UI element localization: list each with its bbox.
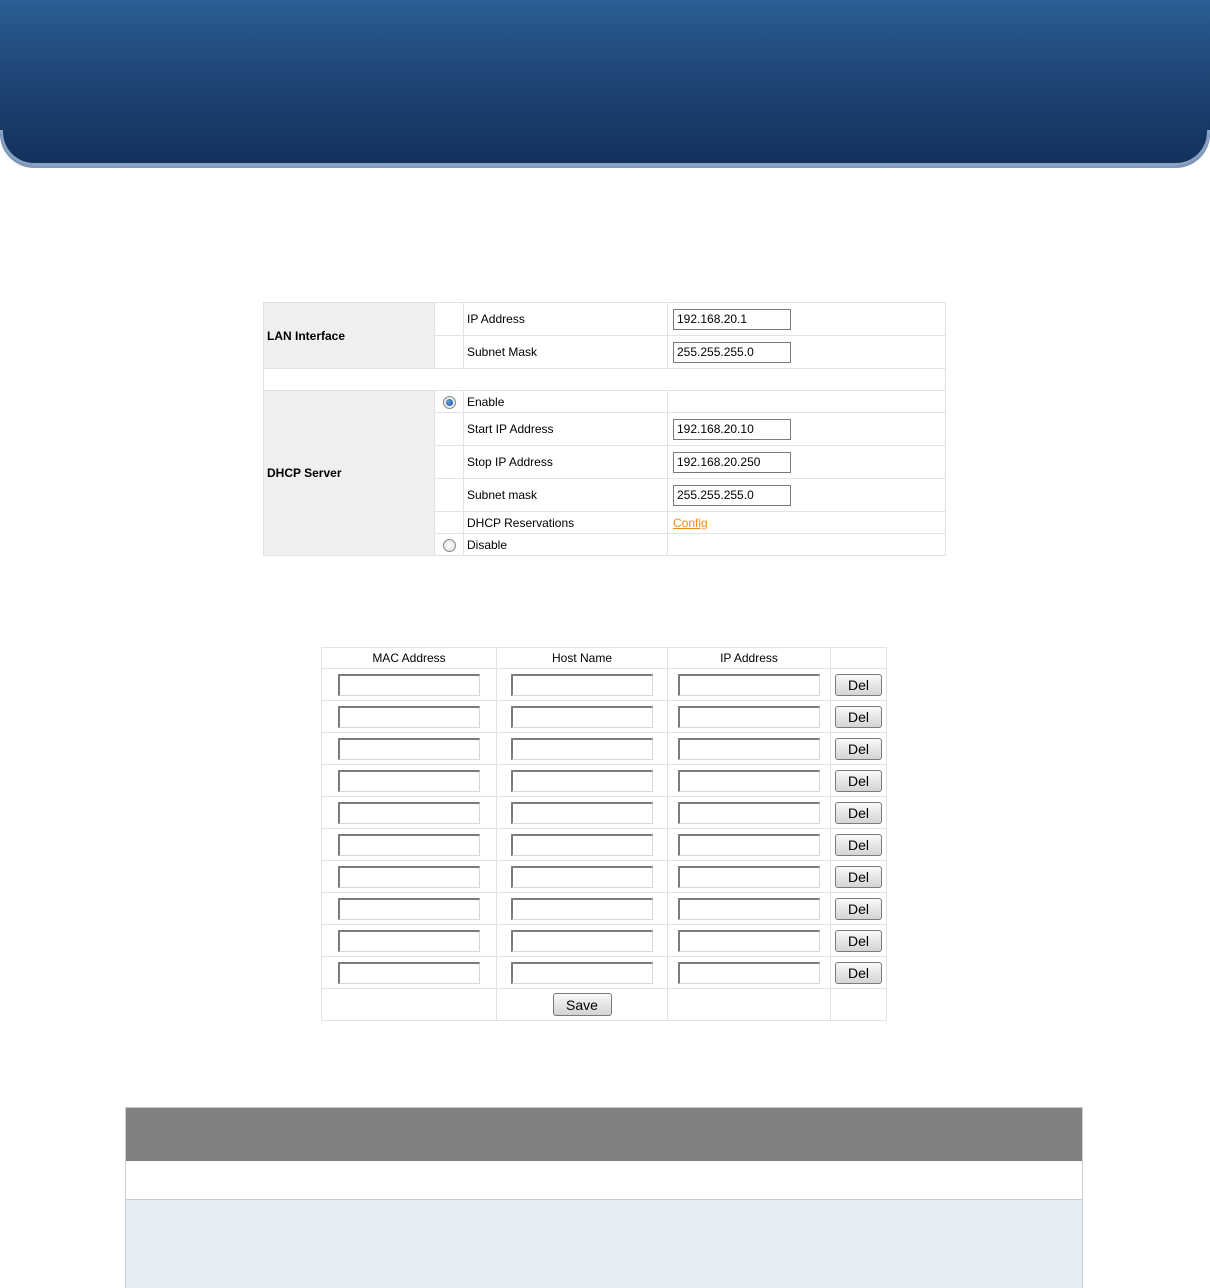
table-row: [322, 893, 887, 925]
host-input[interactable]: [511, 930, 653, 952]
dhcp-stop-label: Stop IP Address: [464, 446, 668, 479]
save-button[interactable]: Save: [553, 993, 612, 1016]
header-banner: [0, 0, 1210, 166]
dhcp-config-link[interactable]: Config: [673, 515, 708, 530]
ip-input[interactable]: [678, 802, 820, 824]
mac-input[interactable]: [338, 770, 480, 792]
table-row: [322, 861, 887, 893]
mac-input[interactable]: [338, 738, 480, 760]
delete-button[interactable]: Del: [835, 674, 882, 696]
dhcp-enable-radio[interactable]: [443, 396, 456, 409]
ip-input[interactable]: [678, 930, 820, 952]
lan-dhcp-settings-table: [263, 302, 946, 556]
ip-input[interactable]: [678, 738, 820, 760]
table-row: [322, 957, 887, 989]
delete-button[interactable]: Del: [835, 802, 882, 824]
table-row: [322, 925, 887, 957]
mac-input[interactable]: [338, 898, 480, 920]
table-row: [322, 669, 887, 701]
ip-input[interactable]: [678, 866, 820, 888]
mac-input[interactable]: [338, 930, 480, 952]
table-row: [322, 829, 887, 861]
dhcp-start-label: Start IP Address: [464, 413, 668, 446]
delete-button[interactable]: Del: [835, 962, 882, 984]
lan-mask-label: Subnet Mask: [464, 336, 668, 369]
dhcp-server-label: DHCP Server: [264, 391, 435, 556]
dhcp-disable-radio[interactable]: [443, 539, 456, 552]
bottom-panel-body: [126, 1200, 1082, 1288]
bottom-panel-header: [126, 1108, 1082, 1161]
dhcp-enable-label: Enable: [464, 391, 668, 413]
host-input[interactable]: [511, 706, 653, 728]
delete-button[interactable]: Del: [835, 866, 882, 888]
host-input[interactable]: [511, 802, 653, 824]
dhcp-disable-label: Disable: [464, 534, 668, 556]
bottom-panel-row: [126, 1161, 1082, 1200]
mac-input[interactable]: [338, 706, 480, 728]
mac-input[interactable]: [338, 834, 480, 856]
col-header-mac: MAC Address: [322, 648, 497, 669]
delete-button[interactable]: Del: [835, 834, 882, 856]
mac-input[interactable]: [338, 674, 480, 696]
ip-input[interactable]: [678, 706, 820, 728]
lan-mask-input[interactable]: [673, 342, 791, 363]
col-header-ip: IP Address: [668, 648, 831, 669]
ip-input[interactable]: [678, 674, 820, 696]
mac-input[interactable]: [338, 962, 480, 984]
delete-button[interactable]: Del: [835, 738, 882, 760]
mac-input[interactable]: [338, 866, 480, 888]
table-row: [322, 797, 887, 829]
ip-input[interactable]: [678, 834, 820, 856]
dhcp-reservations-table: [321, 647, 887, 1021]
delete-button[interactable]: Del: [835, 770, 882, 792]
host-input[interactable]: [511, 962, 653, 984]
dhcp-mask-label: Subnet mask: [464, 479, 668, 512]
ip-input[interactable]: [678, 898, 820, 920]
dhcp-reservations-label: DHCP Reservations: [464, 512, 668, 534]
host-input[interactable]: [511, 674, 653, 696]
lan-ip-label: IP Address: [464, 303, 668, 336]
host-input[interactable]: [511, 770, 653, 792]
delete-button[interactable]: Del: [835, 930, 882, 952]
delete-button[interactable]: Del: [835, 706, 882, 728]
host-input[interactable]: [511, 866, 653, 888]
table-row: [322, 765, 887, 797]
host-input[interactable]: [511, 834, 653, 856]
lan-ip-input[interactable]: [673, 309, 791, 330]
dhcp-start-input[interactable]: [673, 419, 791, 440]
table-row: [322, 701, 887, 733]
mac-input[interactable]: [338, 802, 480, 824]
delete-button[interactable]: Del: [835, 898, 882, 920]
section-divider: [264, 369, 946, 391]
col-header-host: Host Name: [497, 648, 668, 669]
ip-input[interactable]: [678, 770, 820, 792]
ip-input[interactable]: [678, 962, 820, 984]
dhcp-stop-input[interactable]: [673, 452, 791, 473]
host-input[interactable]: [511, 898, 653, 920]
dhcp-mask-input[interactable]: [673, 485, 791, 506]
table-row: [322, 733, 887, 765]
bottom-panel: [125, 1107, 1083, 1288]
lan-interface-label: LAN Interface: [264, 303, 435, 369]
host-input[interactable]: [511, 738, 653, 760]
